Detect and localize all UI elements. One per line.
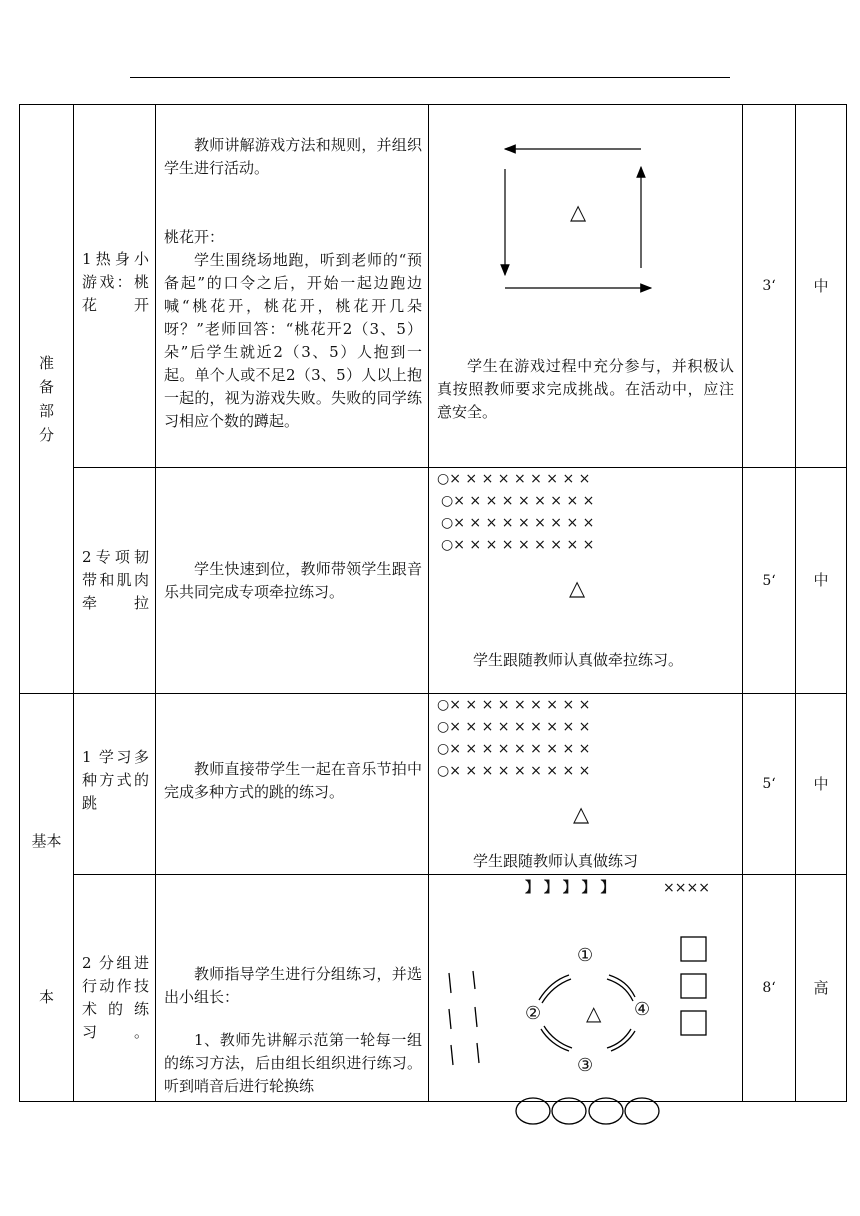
organization-cell: [429, 875, 743, 1102]
item-cell: [74, 105, 156, 468]
formation-row: ○× × × × × × × × ×: [441, 493, 595, 509]
formation-row: ○× × × × × × × × ×: [441, 515, 595, 531]
item-name: 2 分组进行动作技术的练习。: [82, 954, 149, 1041]
teacher-triangle: △: [573, 802, 590, 826]
desc-paragraph: 教师直接带学生一起在音乐节拍中完成多种方式的跳的练习。: [164, 760, 422, 801]
station-1-label: ①: [577, 945, 594, 966]
lesson-plan-table: [19, 104, 847, 1102]
section-label: 准备部分: [38, 354, 54, 444]
org-note: 学生跟随教师认真做练习: [473, 852, 639, 870]
section-cell: [20, 105, 74, 694]
teacher-triangle: △: [569, 576, 586, 600]
formation-row: ○× × × × × × × × ×: [441, 537, 595, 553]
formation-row: ○× × × × × × × × ×: [437, 471, 591, 487]
formation-row: ○× × × × × × × × ×: [437, 719, 591, 735]
table-row: [20, 694, 847, 875]
org-note: 学生在游戏过程中充分参与，并积极认真按照教师要求完成挑战。在活动中，应注意安全。: [437, 357, 734, 421]
desc-cell: [156, 875, 429, 1102]
header-rule: [130, 77, 730, 78]
time-value: 5‘: [762, 776, 776, 792]
station-4-label: ④: [634, 999, 651, 1020]
time-value: 3‘: [762, 278, 776, 294]
desc-paragraph: 学生快速到位，教师带领学生跟音乐共同完成专项牵拉练习。: [164, 559, 422, 601]
student-marks: ××××: [663, 880, 710, 896]
org-note: 学生跟随教师认真做牵拉练习。: [473, 651, 684, 669]
time-value: 8‘: [762, 980, 776, 996]
time-cell: [743, 468, 796, 694]
item-name: 1 学习多种方式的跳: [82, 747, 149, 812]
desc-paragraph: 教师指导学生进行分组练习，并选出小组长：: [164, 965, 422, 1006]
item-name: 1热身小游戏：桃花开: [82, 249, 149, 314]
item-cell: [74, 694, 156, 875]
intensity-cell: [796, 875, 847, 1102]
station-3-label: ③: [577, 1055, 594, 1076]
intensity-cell: [796, 694, 847, 875]
intensity-value: 中: [813, 571, 829, 589]
intensity-value: 中: [813, 774, 829, 793]
section-label: 本: [38, 988, 54, 1006]
table-row: [20, 468, 847, 694]
hurdle-marks: 】 】 】 】 】: [525, 880, 615, 896]
formation-row: ○× × × × × × × × ×: [437, 763, 591, 779]
time-cell: [743, 694, 796, 875]
item-name: 2专项韧带和肌肉牵拉: [82, 548, 149, 612]
time-cell: [743, 875, 796, 1102]
desc-paragraph: 桃花开：: [164, 227, 225, 246]
desc-paragraph: 学生围绕场地跑，听到老师的“预备起”的口令之后，开始一起边跑边喊“桃花开，桃花开，桃花开几朵呀？”老师回答：“桃花开2（3、5）朵”后学生就近2（3、5）人抱到一起。单个人或不足2（3、5）人以上抱一起的，视为游戏失败。失败的同学练习相应个数的蹲起。: [164, 250, 422, 430]
organization-cell: [429, 694, 743, 875]
intensity-value: 高: [813, 978, 829, 997]
time-cell: [743, 105, 796, 468]
formation-row: ○× × × × × × × × ×: [437, 741, 591, 757]
desc-cell: [156, 105, 429, 468]
table-row: [20, 105, 847, 468]
section-label: 基本: [31, 832, 62, 850]
intensity-cell: [796, 468, 847, 694]
desc-cell: [156, 694, 429, 875]
table-row: [20, 875, 847, 1102]
section-cell: [20, 694, 74, 1102]
formation-row: ○× × × × × × × × ×: [437, 697, 591, 713]
item-cell: [74, 875, 156, 1102]
item-cell: [74, 468, 156, 694]
organization-cell: [429, 105, 743, 468]
time-value: 5‘: [762, 572, 776, 589]
teacher-triangle: △: [586, 1001, 602, 1025]
station-2-label: ②: [525, 1003, 542, 1024]
desc-cell: [156, 468, 429, 694]
desc-paragraph: 1、教师先讲解示范第一轮每一组的练习方法，后由组长组织进行练习。听到哨音后进行轮换练: [164, 1031, 422, 1095]
desc-paragraph: 教师讲解游戏方法和规则，并组织学生进行活动。: [164, 135, 422, 177]
intensity-value: 中: [813, 276, 829, 295]
organization-cell: [429, 468, 743, 694]
teacher-triangle: △: [570, 200, 587, 224]
intensity-cell: [796, 105, 847, 468]
